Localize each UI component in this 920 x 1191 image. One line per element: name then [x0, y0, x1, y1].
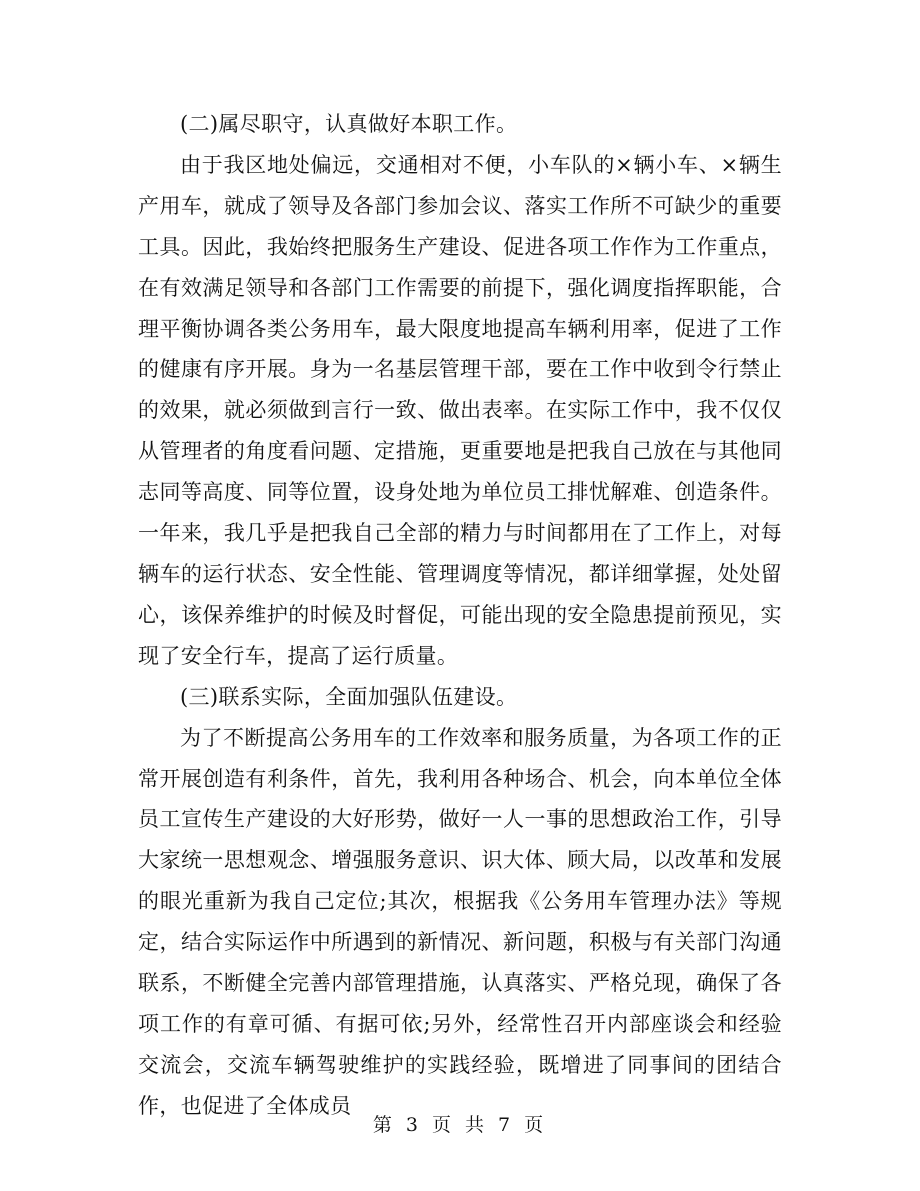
paragraph-section-3: 为了不断提高公务用车的工作效率和服务质量，为各项工作的正常开展创造有利条件，首先，我利用各种场合、机会，向本单位全体员工宣传生产建设的大好形势，做好一人一事的思想政治工作，引导大家统一思想观念、增强服务意识、识大体、顾大局，以改革和发展的眼光重新为我自己定位;其次，根据我《公务用车管理办法》等规定，结合实际运作中所遇到的新情况、新问题，积极与有关部门沟通联系，不断健全完善内部管理措施，认真落实、严格兑现，确保了各项工作的有章可循、有据可依;另外，经常性召开内部座谈会和经验交流会，交流车辆驾驶维护的实践经验，既增进了同事间的团结合作，也促进了全体成员 — [138, 725, 782, 1118]
paragraph-section-2: 由于我区地处偏远，交通相对不便，小车队的×辆小车、×辆生产用车，就成了领导及各部门参加会议、落实工作所不可缺少的重要工具。因此，我始终把服务生产建设、促进各项工作作为工作重点，在有效满足领导和各部门工作需要的前提下，强化调度指挥职能，合理平衡协调各类公务用车，最大限度地提高车辆利用率，促进了工作的健康有序开展。身为一名基层管理干部，要在工作中收到令行禁止的效果，就必须做到言行一致、做出表率。在实际工作中，我不仅仅从管理者的角度看问题、定措施，更重要地是把我自己放在与其他同志同等高度、同等位置，设身处地为单位员工排忧解难、创造条件。一年来，我几乎是把我自己全部的精力与时间都用在了工作上，对每辆车的运行状态、安全性能、管理调度等情况，都详细掌握，处处留心，该保养维护的时候及时督促，可能出现的安全隐患提前预见，实现了安全行车，提高了运行质量。 — [138, 152, 782, 668]
page-number-footer: 第 3 页 共 7 页 — [372, 1114, 548, 1136]
section-heading-3: (三)联系实际，全面加强队伍建设。 — [180, 684, 518, 709]
document-body — [138, 104, 782, 1127]
section-heading-2: (二)属尽职守，认真做好本职工作。 — [180, 112, 518, 136]
